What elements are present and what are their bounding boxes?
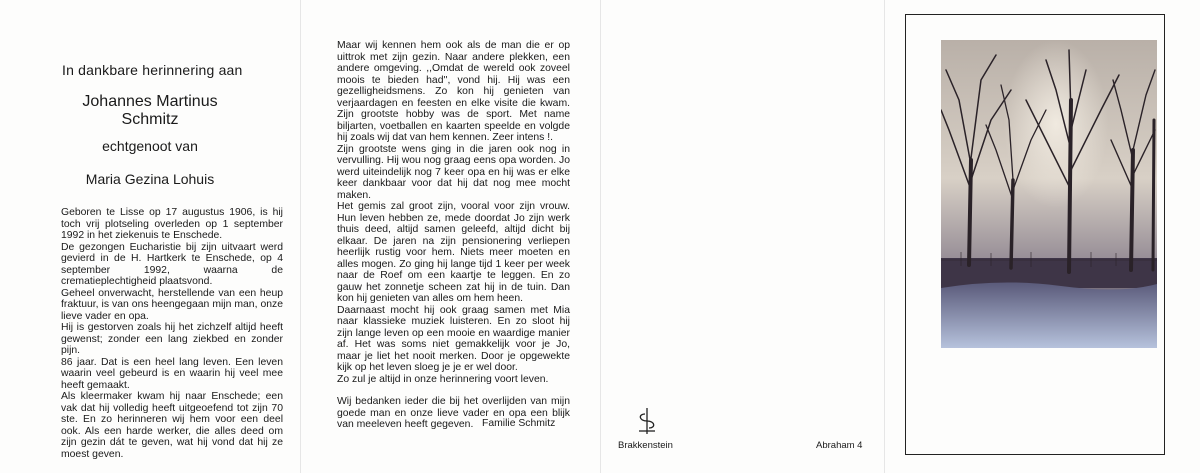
biography-text <box>61 207 283 460</box>
deceased-surname: Schmitz <box>121 111 179 128</box>
remembrance-text <box>337 40 570 431</box>
spouse-name: Maria Gezina Lohuis <box>85 171 215 187</box>
brakkenstein-logo-icon <box>634 407 660 435</box>
paragraph: Hij is gestorven zoals hij het zichzelf altijd heeft gewenst; zonder een lang ziekbed en zonder pijn. <box>61 322 283 356</box>
fold-line <box>300 0 301 473</box>
spouse-intro: echtgenoot van <box>102 138 198 154</box>
paragraph: Zo zul je altijd in onze herinnering voort leven. <box>337 373 549 385</box>
publisher-name: Brakkenstein <box>618 440 673 451</box>
fold-line <box>884 0 885 473</box>
landscape-image <box>941 40 1157 348</box>
print-code: Abraham 4 <box>816 440 863 451</box>
thank-you-paragraph: Wij bedanken ieder die bij het overlijden van mijn goede man en onze lieve vader en opa een blijk van meeleven heeft gegeven. <box>337 396 570 430</box>
fold-line <box>600 0 601 473</box>
paragraph: De gezongen Eucharistie bij zijn uitvaart werd gevierd in de H. Hartkerk te Enschede, op 4 september 1992, waarna de crematieplechtigheid plaatsvond. <box>61 241 283 287</box>
paragraph: Geboren te Lisse op 17 augustus 1906, is hij toch vrij plotseling overleden op 1 september 1992 in het ziekenuis te Enschede. <box>61 207 283 241</box>
paragraph: Maar wij kennen hem ook als de man die er op uittrok met zijn gezin. Naar andere plekken, een andere omgeving. ,,Omdat de wereld ook zoveel moois te bieden had'', vond hij. Hij was een gezelligheidsmens. Zo kon hij genieten van verjaardagen en feesten en elke visite die kwam. Zijn grootste hobby was de sport. Met name biljarten, voetballen en kaarten speelde en volgde hij zoals wij dat van hem kennen. Zeer intens !. <box>337 40 570 143</box>
paragraph: 86 jaar. Dat is een heel lang leven. Een leven waarin veel gebeurd is en waarin hij veel mee heeft gemaakt. <box>61 356 283 391</box>
family-signature: Familie Schmitz <box>482 418 556 429</box>
paragraph: Geheel onverwacht, herstellende van een heup fraktuur, is van ons heengegaan mijn man, onze lieve vader en opa. <box>61 287 283 322</box>
memorial-heading: In dankbare herinnering aan <box>62 62 243 78</box>
paragraph: Zijn grootste wens ging in die jaren ook nog in vervulling. Hij wou nog graag eens opa worden. Jo werd uiteindelijk nog 7 keer opa en hij was er elke keer dankbaar voor dat hij dat nog mee mocht maken. <box>337 143 570 201</box>
winter-trees-photo <box>941 40 1157 348</box>
deceased-given-names: Johannes Martinus <box>82 93 218 110</box>
paragraph: Het gemis zal groot zijn, vooral voor zijn vrouw. Hun leven hebben ze, mede doordat Jo zijn werk thuis deed, altijd samen geleefd, altijd dicht bij elkaar. De jaren na zijn pensionering verliepen heerlijk rustig voor hem. Niets meer moeten en alles mogen. Zo ging hij lange tijd 1 keer per week naar de Roef om een kaartje te leggen. En zo gauw het zonnetje scheen zat hij in de tuin. Dan kon hij genieten van alles om hem heen. <box>337 201 570 304</box>
paragraph: Als kleermaker kwam hij naar Enschede; een vak dat hij volledig heeft uitgeoefend tot zijn 70 ste. En zo herinneren wij hem voor een deel ook. Als een harde werker, die alles deed om zijn gezin dát te geven, wat hij vond dat hij ze moest geven. <box>61 391 283 460</box>
paragraph: Daarnaast mocht hij ook graag samen met Mia naar klassieke muziek luisteren. En zo sloot hij zijn lange leven op een mooie en waardige manier af. Het was soms niet gemakkelijk voor je Jo, maar je liet het nooit merken. Door je opgewekte kijk op het leven sloeg je je er wel door. <box>337 304 570 373</box>
